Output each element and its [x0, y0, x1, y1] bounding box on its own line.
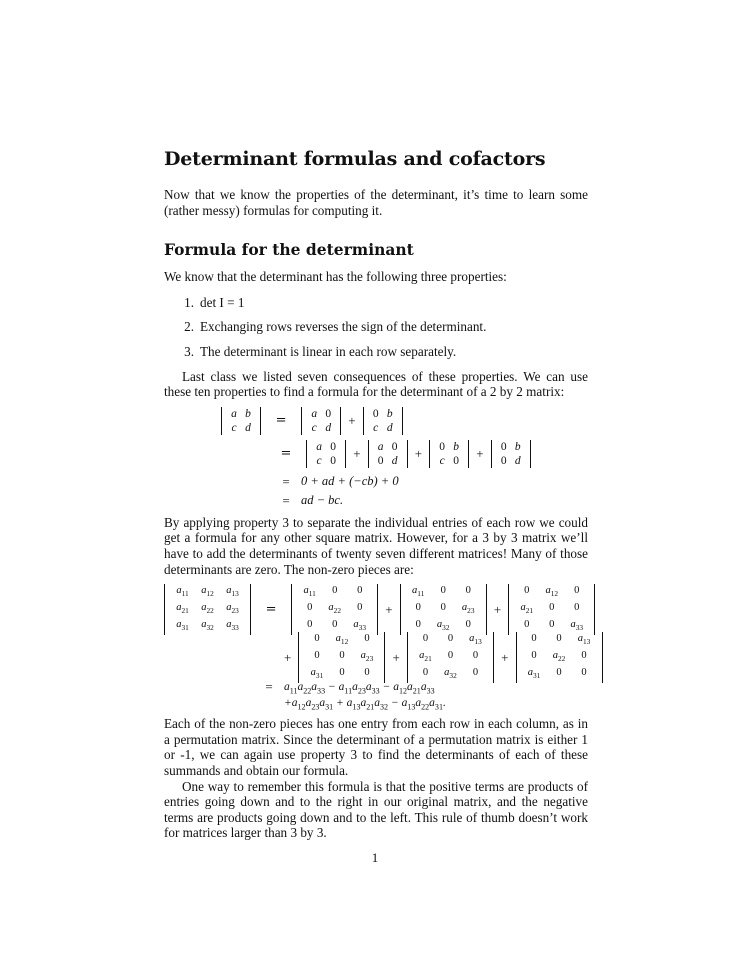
equation-3x3: $a_{11}$ $a_{12}$ $a_{13}$ $a_{21}$ $a_{22}$ $a_{23}$ $a_{31}$ $a_{32}$ $a_{33}$ = $a_{11}$ 0 0 0 $a_{22}$ 0 0 0 $a_{33}$ + $a_{11}$ 0 0 0 0 $a_{23}$ 0 $a_{32}$ 0 + 0 $a_{12}$ 0 $a_{21}$ 0 0 0 0 $a_{33}$ + 0 $a_{12}$ 0 0 0 $a_{23}$ $a_{31}$ 0 0 + 0 0 $a_{13}$ $a_{21}$ 0 0 0 $a_{32}$ 0 + 0 0 $a_{13}$ 0 $a_{22}$ 0 $a_{31}$ 0 0 = $a_{11}a_{22}a_{33} - a_{11}a_{23}a_{33} - a_{12}a_{21}a_{33}$ $+a_{12}a_{23}a_{31} + a_{13}a_{21}a_{32} - a_{13}a_{22}a_{31}$. — [164, 584, 588, 706]
matrix-term-1 — [291, 584, 378, 635]
matrix-entry: $a_{32}$ — [444, 667, 457, 681]
matrix-entry: b — [514, 440, 521, 453]
matrix-entry: 0 — [556, 667, 562, 679]
matrix-entry: c — [311, 421, 317, 434]
matrix-entry: 0 — [372, 407, 379, 420]
matrix-entry: 0 — [314, 633, 320, 645]
matrix-entry: d — [245, 421, 251, 434]
matrix-entry: $a_{23}$ — [226, 602, 239, 616]
matrix-entry: 0 — [439, 440, 446, 453]
matrix-entry: 0 — [549, 619, 555, 631]
matrix-entry: 0 — [307, 602, 313, 614]
matrix-entry: 0 — [447, 633, 454, 645]
list-item: 1. det I = 1 — [184, 294, 245, 310]
content — [164, 148, 591, 841]
matrix-entry: c — [231, 421, 237, 434]
remember-paragraph: One way to remember this formula is that the positive terms are products of entries going down and to the right in our original matrix, and the negative terms are products going down and to the left. This rule of thumb doesn’t work for matrices larger than 3 by 3. — [164, 778, 588, 841]
matrix-entry: $a_{22}$ — [552, 650, 566, 664]
matrix-entry: $a_{33}$ — [570, 619, 584, 633]
matrix-entry: 0 — [581, 667, 587, 679]
matrix-entry: 0 — [453, 454, 460, 467]
matrix-entry: d — [514, 454, 521, 467]
matrix-entry: $a_{12}$ — [335, 633, 349, 647]
page-number: 1 — [371, 850, 379, 865]
matrix-entry: 0 — [500, 440, 507, 453]
matrix-entry: 0 — [472, 667, 479, 679]
matrix-entry: 0 — [339, 650, 345, 662]
expansion-3x3-line2: $+a_{12}a_{23}a_{31} + a_{13}a_{21}a_{32} - a_{13}a_{22}a_{31}$. — [284, 697, 446, 712]
matrix-entry: 0 — [574, 585, 580, 597]
matrix-entry: 0 — [500, 454, 507, 467]
matrix-a0c0 — [306, 440, 346, 468]
matrix-entry: 0 — [465, 585, 471, 597]
matrix-entry: $a_{23}$ — [461, 602, 475, 616]
matrix-0bcd — [363, 407, 403, 435]
matrix-entry: 0 — [377, 454, 384, 467]
matrix-entry: 0 — [391, 440, 398, 453]
matrix-entry: 0 — [357, 585, 363, 597]
matrix-entry: 0 — [357, 602, 363, 614]
matrix-entry: c — [316, 454, 322, 467]
matrix-term-4 — [298, 632, 385, 683]
matrix-abcd — [221, 407, 261, 435]
matrix-entry: a — [311, 407, 318, 420]
matrix-entry: $a_{12}$ — [201, 585, 214, 599]
matrix-entry: $a_{13}$ — [577, 633, 591, 647]
equation-2x2: a b c d = a 0 c d + 0 b c d = a 0 c 0 + a 0 0 d + 0 b c 0 + 0 b 0 d = 0 + ad + (−cb) + 0 = ad − bc. — [164, 407, 588, 515]
matrix-term-6 — [516, 632, 603, 683]
matrix-entry: b — [386, 407, 393, 420]
matrix-entry: 0 — [531, 650, 537, 662]
matrix-term-2 — [400, 584, 487, 635]
page-title: Determinant formulas and cofactors — [164, 148, 546, 170]
matrix-entry: $a_{13}$ — [226, 585, 239, 599]
expansion-3x3-line1: $a_{11}a_{22}a_{33} - a_{11}a_{23}a_{33} - a_{12}a_{21}a_{33}$ — [284, 680, 435, 696]
matrix-entry: 0 — [332, 619, 338, 631]
matrix-entry: $a_{33}$ — [226, 619, 239, 633]
matrix-entry: $a_{11}$ — [176, 585, 189, 599]
matrix-entry: $a_{11}$ — [412, 585, 425, 599]
matrix-entry: $a_{21}$ — [419, 650, 432, 664]
section-heading: Formula for the determinant — [164, 240, 414, 260]
matrix-entry: 0 — [325, 407, 332, 420]
matrix-entry: $a_{32}$ — [201, 619, 214, 633]
matrix-entry: 0 — [364, 667, 370, 679]
matrix-entry: 0 — [465, 619, 471, 631]
matrix-term-3 — [508, 584, 595, 635]
matrix-0bc0 — [429, 440, 469, 468]
matrix-entry: 0 — [581, 650, 587, 662]
matrix-a0cd — [301, 407, 341, 435]
matrix-entry: 0 — [556, 633, 562, 645]
matrix-entry: 0 — [415, 619, 421, 631]
matrix-entry: 0 — [422, 633, 429, 645]
matrix-entry: 0 — [524, 585, 530, 597]
matrix-entry: 0 — [549, 602, 555, 614]
matrix-entry: $a_{31}$ — [176, 619, 189, 633]
intro-paragraph: Now that we know the properties of the determinant, it’s time to learn some (rather messy) formulas for computing it. — [164, 187, 588, 218]
nonzero-paragraph: Each of the non-zero pieces has one entry from each row in each column, as in a permutation matrix. Since the determinant of a permutation matrix is either 1 or -1, we can again use property 3 to find the determinants of each of these summands and obtain our formula. — [164, 716, 588, 778]
matrix-entry: $a_{31}$ — [310, 667, 324, 681]
matrix-entry: 0 — [440, 585, 446, 597]
matrix-entry: a — [231, 407, 237, 420]
matrix-entry: a — [316, 440, 322, 453]
result-2x2: ad − bc. — [301, 492, 344, 507]
matrix-entry: 0 — [415, 602, 421, 614]
matrix-entry: $a_{23}$ — [360, 650, 374, 664]
matrix-entry: $a_{22}$ — [328, 602, 341, 616]
matrix-entry: b — [245, 407, 251, 420]
matrix-entry: $a_{13}$ — [469, 633, 482, 647]
list-item: 3. The determinant is linear in each row separately. — [184, 343, 457, 359]
last-class-paragraph: Last class we listed seven consequences of these properties. We can use these ten properties to find a formula for the determinant of a 2 by 2 matrix: — [164, 368, 588, 400]
matrix-entry: $a_{21}$ — [520, 602, 534, 616]
matrix-0b0d — [491, 440, 531, 468]
matrix-entry: c — [439, 454, 445, 467]
matrix-entry: 0 — [314, 650, 320, 662]
matrix-entry: 0 — [447, 650, 454, 662]
matrix-entry: 0 — [332, 585, 338, 597]
matrix-entry: d — [386, 421, 393, 434]
properties-list — [164, 295, 588, 360]
list-item: 2. Exchanging rows reverses the sign of the determinant. — [184, 319, 487, 335]
matrix-entry: 0 — [524, 619, 530, 631]
matrix-entry: $a_{32}$ — [436, 619, 450, 633]
matrix-entry: $a_{33}$ — [353, 619, 366, 633]
matrix-entry: 0 — [339, 667, 345, 679]
matrix-entry: $a_{12}$ — [545, 585, 559, 599]
matrix-entry: $a_{22}$ — [201, 602, 214, 616]
matrix-entry: $a_{31}$ — [527, 667, 541, 681]
matrix-full-3x3 — [164, 584, 251, 635]
matrix-entry: $a_{11}$ — [303, 585, 316, 599]
3by3-paragraph: By applying property 3 to separate the individual entries of each row we could get a formula for any other square matrix. However, for a 3 by 3 matrix we’ll have to add the determinants of twenty seven different matrices! Many of those determinants are zero. The non-zero pieces are: — [164, 514, 588, 577]
matrix-entry: d — [391, 454, 398, 467]
matrix-entry: 0 — [440, 602, 446, 614]
matrix-entry: 0 — [422, 667, 429, 679]
matrix-entry: 0 — [330, 440, 336, 453]
matrix-entry: a — [377, 440, 384, 453]
matrix-entry: 0 — [574, 602, 580, 614]
matrix-entry: 0 — [364, 633, 370, 645]
matrix-term-5 — [407, 632, 494, 683]
expansion-2x2: 0 + ad + (−cb) + 0 — [301, 473, 399, 488]
matrix-entry: 0 — [472, 650, 479, 662]
matrix-entry: 0 — [330, 454, 336, 467]
matrix-a00d — [368, 440, 408, 468]
matrix-entry: b — [453, 440, 460, 453]
matrix-entry: d — [325, 421, 332, 434]
matrix-entry: 0 — [531, 633, 537, 645]
properties-intro: We know that the determinant has the following three properties: — [164, 269, 507, 285]
matrix-entry: 0 — [307, 619, 313, 631]
matrix-entry: $a_{21}$ — [176, 602, 189, 616]
matrix-entry: c — [373, 421, 379, 434]
